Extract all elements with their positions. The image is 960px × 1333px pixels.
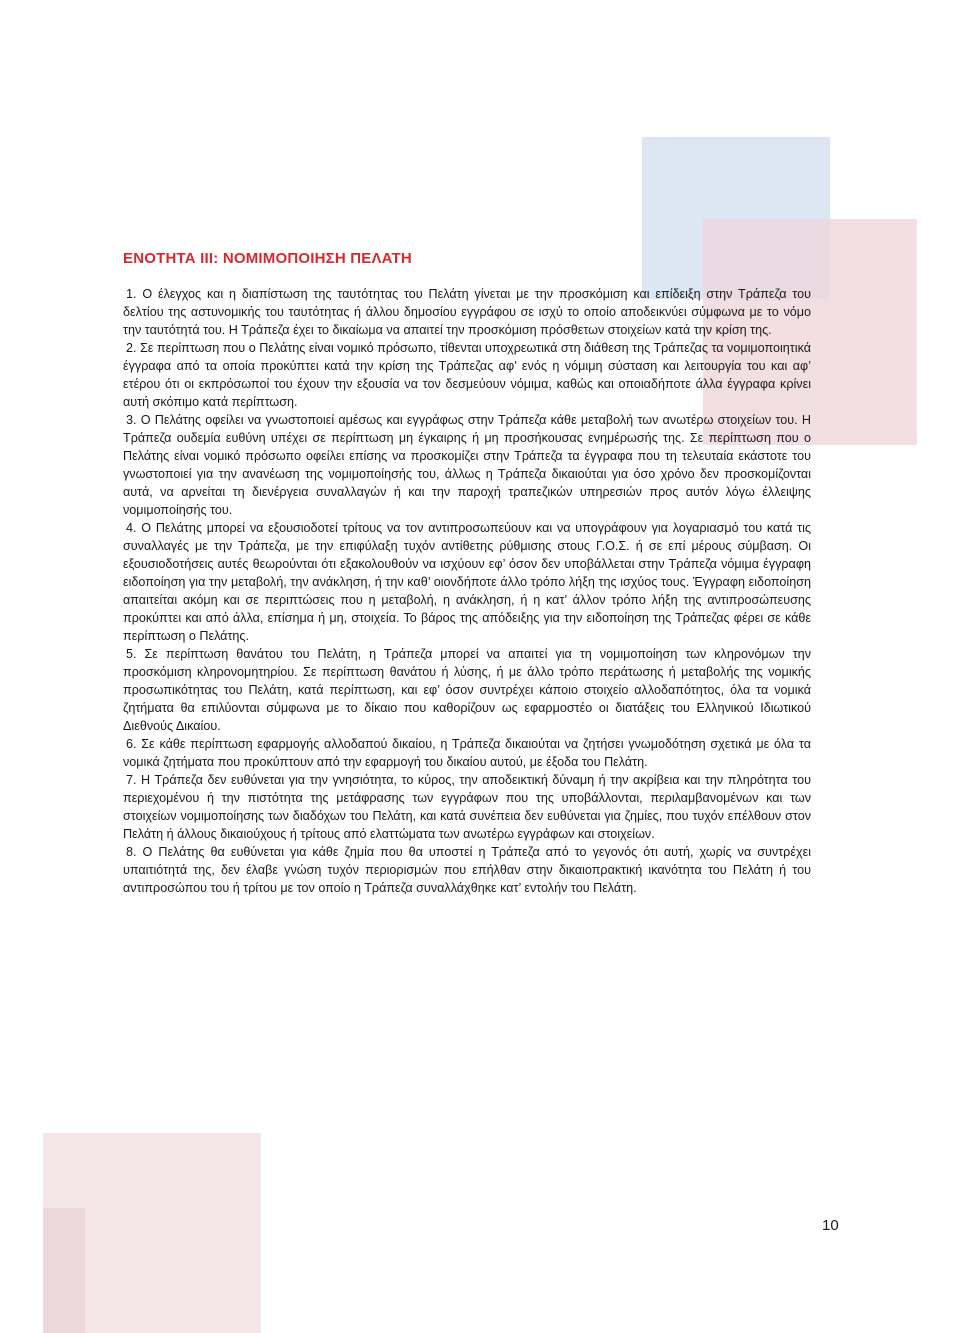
paragraph-7: 7. Η Τράπεζα δεν ευθύνεται για την γνησιότητα, το κύρος, την αποδεικτική δύναμη ή την ακρίβεια και την πληρότητα του περιεχομένου ή την πιστότητα της μετάφρασης των εγγράφων που της υποβάλλονται, περιλαμβανομένων και των στοιχείων νομιμοποίησης των διαδόχων του Πελάτη, και κατά συνέπεια δεν ευθύνεται για ζημίες, που τυχόν επέλθουν στον Πελάτη ή άλλους δικαιούχους ή τρίτους από ελαττώματα των ανωτέρω εγγράφων και στοιχείων. <box>123 773 811 841</box>
decorative-pink-strip-bottom <box>43 1208 85 1333</box>
paragraph-4: 4. Ο Πελάτης μπορεί να εξουσιοδοτεί τρίτους να τον αντιπροσωπεύουν και να υπογράφουν για λογαριασμό του κατά τις συναλλαγές με την Τράπεζα, με την επιφύλαξη τυχόν αντίθετης ρύθμισης στους Γ.Ο.Σ. ή σε επί μέρους σύμβαση. Οι εξουσιοδοτήσεις αυτές θεωρούνται ότι εξακολουθούν να ισχύουν εφ’ όσον δεν υποβάλλεται στην Τράπεζα νόμιμα έγγραφη ειδοποίηση για την μεταβολή, την ανάκληση, ή την καθ’ οιονδήποτε άλλο τρόπο λήξη της ισχύος τους. Έγγραφη ειδοποίηση απαιτείται ακόμη και σε περιπτώσεις που η μεταβολή, η ανάκληση, ή η κατ’ άλλον τρόπο λήξη της αντιπροσώπευσης προκύπτει και από άλλα, επίσημα ή μη, στοιχεία. Το βάρος της απόδειξης για την ειδοποίηση της Τράπεζας φέρει σε κάθε περίπτωση ο Πελάτης. <box>123 521 811 643</box>
paragraph-3: 3. Ο Πελάτης οφείλει να γνωστοποιεί αμέσως και εγγράφως στην Τράπεζα κάθε μεταβολή των ανωτέρω στοιχείων του. Η Τράπεζα ουδεμία ευθύνη υπέχει σε περίπτωση μη έγκαιρης ή μη προσήκουσας ενημέρωσής της. Σε περίπτωση που ο Πελάτης είναι νομικό πρόσωπο οφείλει επίσης να προσκομίζει στην Τράπεζα τα έγγραφα που τη τελευταία εκάστοτε του γνωστοποιεί για την ανανέωση της νομιμοποίησής του, άλλως η Τράπεζα δικαιούται για όσο χρόνο δεν προσκομίζονται αυτά, να αρνείται τη διενέργεια συναλλαγών ή και την παροχή τραπεζικών υπηρεσιών προς αυτόν λόγω έλλειψης νομιμοποίησής του. <box>123 413 811 517</box>
section-title: ΕΝΟΤΗΤΑ III: ΝΟΜΙΜΟΠΟΙΗΣΗ ΠΕΛΑΤΗ <box>123 250 412 267</box>
paragraph-8: 8. Ο Πελάτης θα ευθύνεται για κάθε ζημία που θα υποστεί η Τράπεζα από το γεγονός ότι αυτή, χωρίς να συντρέχει υπαιτιότητά της, δεν έλαβε γνώση τυχόν περιορισμών που επήλθαν στην δικαιοπρακτική ικανότητα του Πελάτη ή του αντιπροσώπου του ή τρίτου με τον οποίο η Τράπεζα συναλλάχθηκε κατ’ εντολήν του Πελάτη. <box>123 845 811 895</box>
paragraph-1: 1. Ο έλεγχος και η διαπίστωση της ταυτότητας του Πελάτη γίνεται με την προσκόμιση και επίδειξη στην Τράπεζα του δελτίου της αστυνομικής του ταυτότητας ή άλλου δημοσίου εγγράφου σε ισχύ το οποίο αποδεικνύει σύμφωνα με το νόμο την ταυτότητά του. Η Τράπεζα έχει το δικαίωμα να απαιτεί την προσκόμιση πρόσθετων στοιχείων κατά την κρίση της. <box>123 287 811 337</box>
paragraph-2: 2. Σε περίπτωση που ο Πελάτης είναι νομικό πρόσωπο, τίθενται υποχρεωτικά στη διάθεση της Τράπεζας τα νομιμοποιητικά έγγραφα από τα οποία προκύπτει κατά την κρίση της Τράπεζας αφ’ ενός η νόμιμη σύσταση και λειτουργία του και αφ’ ετέρου ότι οι εκπρόσωποί του έχουν την εξουσία να τον δεσμεύουν νόμιμα, καθώς και οποιαδήποτε άλλα έγγραφα κρίνει αυτή σκόπιμο κατά περίπτωση. <box>123 341 811 409</box>
paragraph-5: 5. Σε περίπτωση θανάτου του Πελάτη, η Τράπεζα μπορεί να απαιτεί για τη νομιμοποίηση των κληρονόμων την προσκόμιση κληρονομητηρίου. Σε περίπτωση θανάτου ή λύσης, ή με άλλο τρόπο περάτωσης ή μεταβολής της νομικής προσωπικότητας του Πελάτη, κατά περίπτωση, και εφ’ όσον συντρέχει κάποιο στοιχείο αλλοδαπότητος, όλα τα νομικά ζητήματα θα επιλύονται σύμφωνα με το δίκαιο που καθορίζουν ως εφαρμοστέο οι διατάξεις του Ελληνικού Ιδιωτικού Διεθνούς Δικαίου. <box>123 647 811 733</box>
paragraph-6: 6. Σε κάθε περίπτωση εφαρμογής αλλοδαπού δικαίου, η Τράπεζα δικαιούται να ζητήσει γνωμοδότηση σχετικά με όλα τα νομικά ζητήματα που προκύπτουν από την εφαρμογή του δικαίου αυτού, με έξοδα του Πελάτη. <box>123 737 811 769</box>
document-body <box>123 250 811 897</box>
page-number: 10 <box>822 1217 839 1234</box>
